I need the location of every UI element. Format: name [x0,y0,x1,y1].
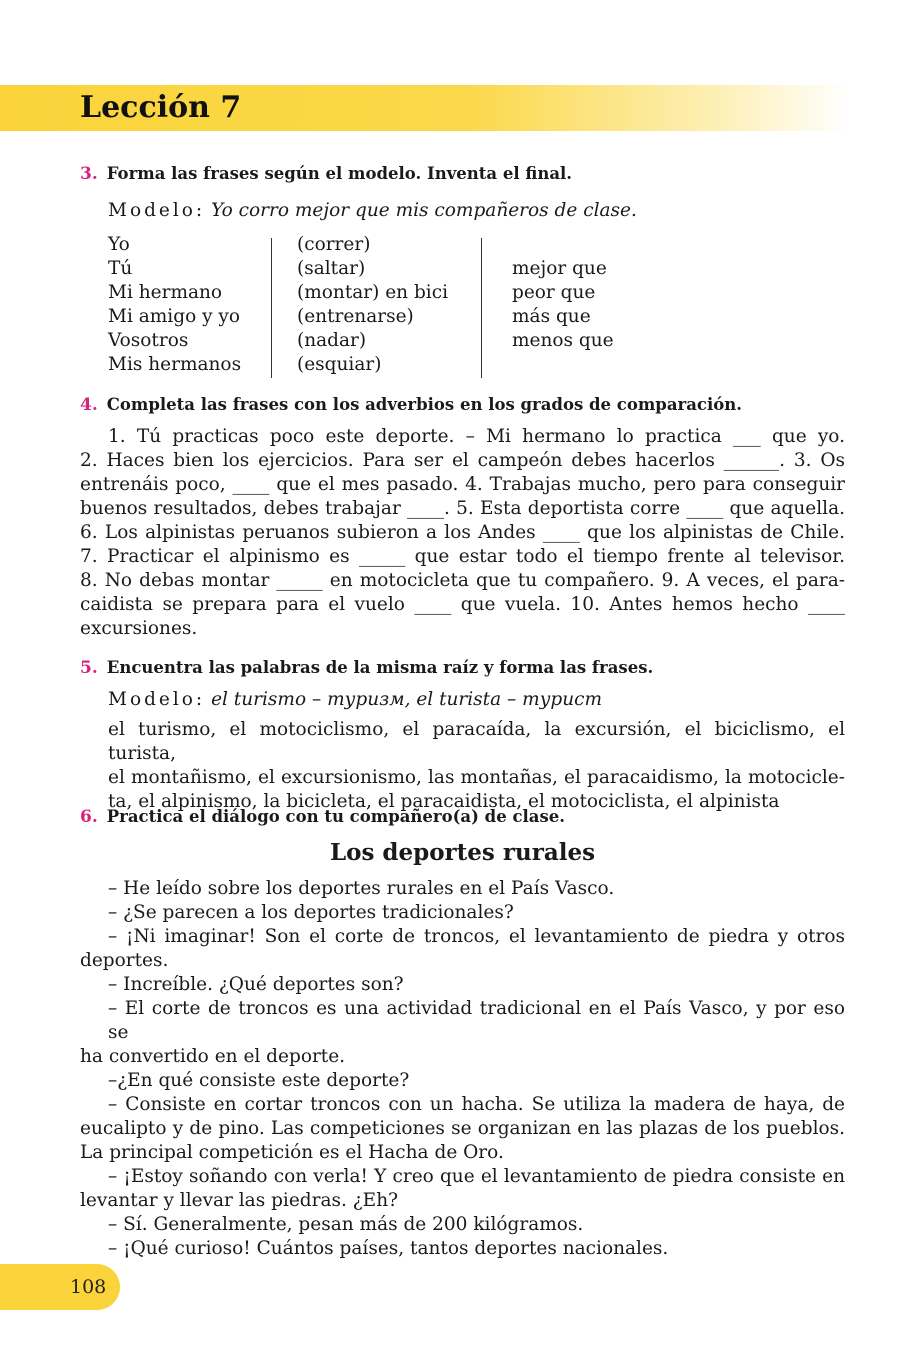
exercise-4-line: entrenáis poco, ____ que el mes pasado. 4. Trabajas mucho, pero para conseguir [80,474,845,495]
dialog-line: levantar y llevar las piedras. ¿Eh? [80,1190,399,1211]
table-divider [271,238,272,378]
model-sentence: Yo corro mejor que mis compañeros de clase. [211,200,637,221]
dialog-line: deportes. [80,950,169,971]
subject-item: Mis hermanos [108,354,242,375]
page-number: 108 [70,1276,107,1298]
verb-item: (esquiar) [297,354,382,375]
word-list-line: el montañismo, el excursionismo, las montañas, el paracaidismo, la motocicle- [108,767,845,788]
model-label: Modelo: [108,689,206,710]
exercise-6-instruction: Practica el diálogo con tu compañero(a) de clase. [106,807,565,826]
comparison-item: menos que [512,330,614,351]
exercise-4-body [80,425,845,641]
dialog-line: ha convertido en el deporte. [80,1046,346,1067]
exercise-4-number: 4. [80,395,98,415]
exercise-3-heading [80,164,572,184]
exercise-4-line: 2. Haces bien los ejercicios. Para ser el campeón debes hacerlos ______. 3. Os [80,450,845,471]
verb-item: (entrenarse) [297,306,414,327]
exercise-5-heading [80,658,653,678]
verb-item: (nadar) [297,330,367,351]
dialog-line: – Sí. Generalmente, pesan más de 200 kilógramos. [108,1214,584,1235]
dialog-line: – He leído sobre los deportes rurales en el País Vasco. [108,878,615,899]
exercise-3-number: 3. [80,164,98,184]
exercise-4-line: 8. No debas montar _____ en motocicleta que tu compañero. 9. A veces, el para- [80,570,845,591]
comparison-item: peor que [512,282,596,303]
comparisons-column [512,257,614,353]
dialog-line: eucalipto y de pino. Las competiciones se organizan en las plazas de los pueblos. [80,1118,845,1139]
dialog-body [80,877,845,1261]
dialog-line: – ¡Estoy soñando con verla! Y creo que el levantamiento de piedra consiste en [108,1166,845,1187]
exercise-4-line: 6. Los alpinistas peruanos subieron a los Andes ____ que los alpinistas de Chile. [80,522,845,543]
exercise-3-instruction: Forma las frases según el modelo. Inventa el final. [106,164,573,183]
verbs-column [297,233,448,377]
exercise-5-instruction: Encuentra las palabras de la misma raíz y forma las frases. [106,658,654,677]
dialog-line: – ¿Se parecen a los deportes tradicionales? [108,902,514,923]
subject-item: Vosotros [108,330,189,351]
dialog-line: – ¡Ni imaginar! Son el corte de troncos, el levantamiento de piedra y otros [108,926,845,947]
subjects-column [108,233,241,377]
subject-item: Tú [108,258,133,279]
subject-item: Mi hermano [108,282,223,303]
comparison-item: más que [512,306,591,327]
exercise-6-heading [80,807,565,827]
word-list-line: ta, el alpinismo, la bicicleta, el paracaidista, el motociclista, el alpinista [108,791,780,812]
exercise-4-line: caidista se prepara para el vuelo ____ que vuela. 10. Antes hemos hecho ____ [80,594,845,615]
exercise-5-model [108,688,602,712]
verb-item: (correr) [297,234,371,255]
exercise-6-number: 6. [80,807,98,827]
exercise-5-body [108,718,845,814]
dialog-line: – ¡Qué curioso! Cuántos países, tantos deportes nacionales. [108,1238,669,1259]
exercise-5-number: 5. [80,658,98,678]
word-list-line: el turismo, el motociclismo, el paracaída, la excursión, el biciclismo, el turista, [108,719,845,764]
exercise-4-line: buenos resultados, debes trabajar ____. 5. Esta deportista corre ____ que aquella. [80,498,845,519]
exercise-4-line: 1. Tú practicas poco este deporte. – Mi hermano lo practica ___ que yo. [108,426,845,447]
model-label: Modelo: [108,200,206,221]
comparison-item: mejor que [512,258,607,279]
model-sentence: el turismo – туризм, el turista – турист [211,689,603,710]
exercise-3-model [108,199,637,223]
verb-item: (saltar) [297,258,366,279]
subject-item: Yo [108,234,130,255]
dialog-line: –¿En qué consiste este deporte? [108,1070,410,1091]
exercise-4-heading [80,395,742,415]
dialog-line: – El corte de troncos es una actividad tradicional en el País Vasco, y por eso se [108,998,845,1043]
exercise-4-line: 7. Practicar el alpinismo es _____ que estar todo el tiempo frente al televisor. [80,546,845,567]
exercise-4-line: excursiones. [80,618,198,639]
lesson-title: Lección 7 [80,90,242,125]
verb-item: (montar) en bici [297,282,448,303]
dialog-line: – Consiste en cortar troncos con un hacha. Se utiliza la madera de haya, de [108,1094,845,1115]
exercise-4-instruction: Completa las frases con los adverbios en los grados de comparación. [106,395,742,414]
table-divider [481,238,482,378]
dialog-title: Los deportes rurales [329,839,596,866]
subject-item: Mi amigo y yo [108,306,241,327]
dialog-line: – Increíble. ¿Qué deportes son? [108,974,404,995]
dialog-line: La principal competición es el Hacha de Oro. [80,1142,504,1163]
